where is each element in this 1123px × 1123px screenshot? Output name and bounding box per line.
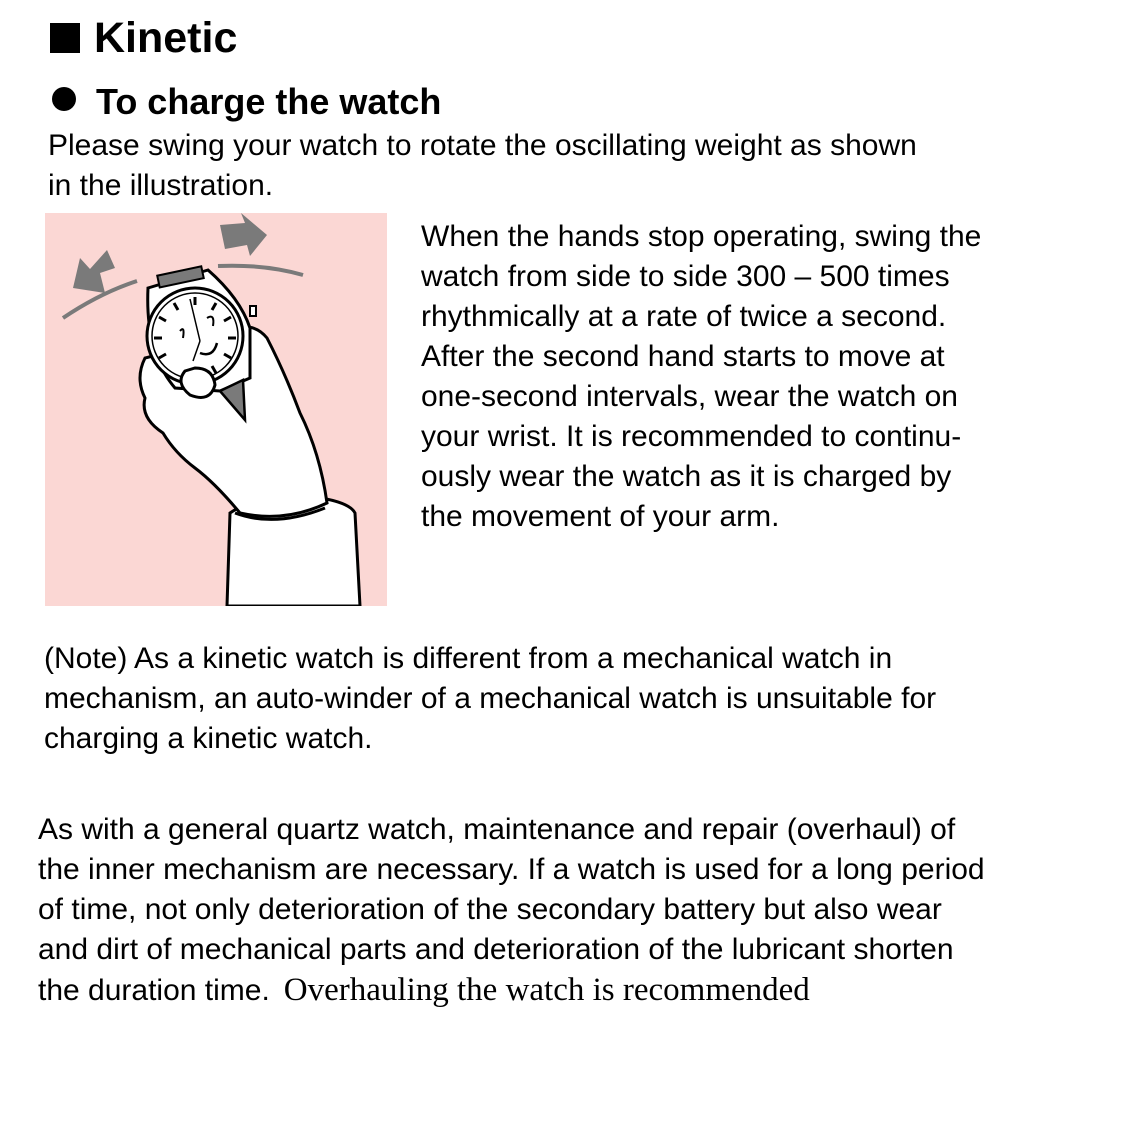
maintenance-line: and dirt of mechanical parts and deterioration of the lubricant shorten [38,933,954,966]
maintenance-line: As with a general quartz watch, maintenance and repair (overhaul) of [38,813,956,846]
note-line: mechanism, an auto-winder of a mechanical watch is unsuitable for [44,682,937,715]
note-line: charging a kinetic watch. [44,722,373,755]
maintenance-line: of time, not only deterioration of the secondary battery but also wear [38,893,942,926]
charging-instructions [421,217,1081,537]
black-square-icon [50,23,80,53]
intro-line: in the illustration. [48,169,274,202]
maintenance-last-sans: the duration time. [38,974,270,1007]
instruction-line: After the second hand starts to move at [421,340,945,373]
instruction-line: watch from side to side 300 – 500 times [421,260,950,293]
maintenance-last-line [38,970,1118,1011]
maintenance-line: the inner mechanism are necessary. If a watch is used for a long period [38,853,985,886]
hand-swinging-watch-icon [45,213,387,606]
instruction-line: rhythmically at a rate of twice a second. [421,300,947,333]
swing-watch-illustration [45,213,387,606]
instruction-line: When the hands stop operating, swing the [421,220,982,253]
section-heading [50,12,237,64]
instruction-line: your wrist. It is recommended to continu- [421,420,962,453]
arrow-left-icon [73,250,115,293]
intro-line: Please swing your watch to rotate the oscillating weight as shown [48,129,917,162]
instruction-line: one-second intervals, wear the watch on [421,380,958,413]
section-title: Kinetic [94,14,238,62]
note-line: (Note) As a kinetic watch is different from a mechanical watch in [44,642,893,675]
subsection-heading [52,80,441,124]
subsection-title: To charge the watch [96,81,442,122]
maintenance-paragraph [38,810,1118,1011]
overhaul-recommendation: Overhauling the watch is recommended [283,972,810,1008]
intro-paragraph [48,126,1088,206]
instruction-line: ously wear the watch as it is charged by [421,460,952,493]
note-paragraph [44,639,1104,759]
instruction-line: the movement of your arm. [421,500,780,533]
black-circle-icon [52,87,76,111]
arrow-right-icon [220,213,267,256]
